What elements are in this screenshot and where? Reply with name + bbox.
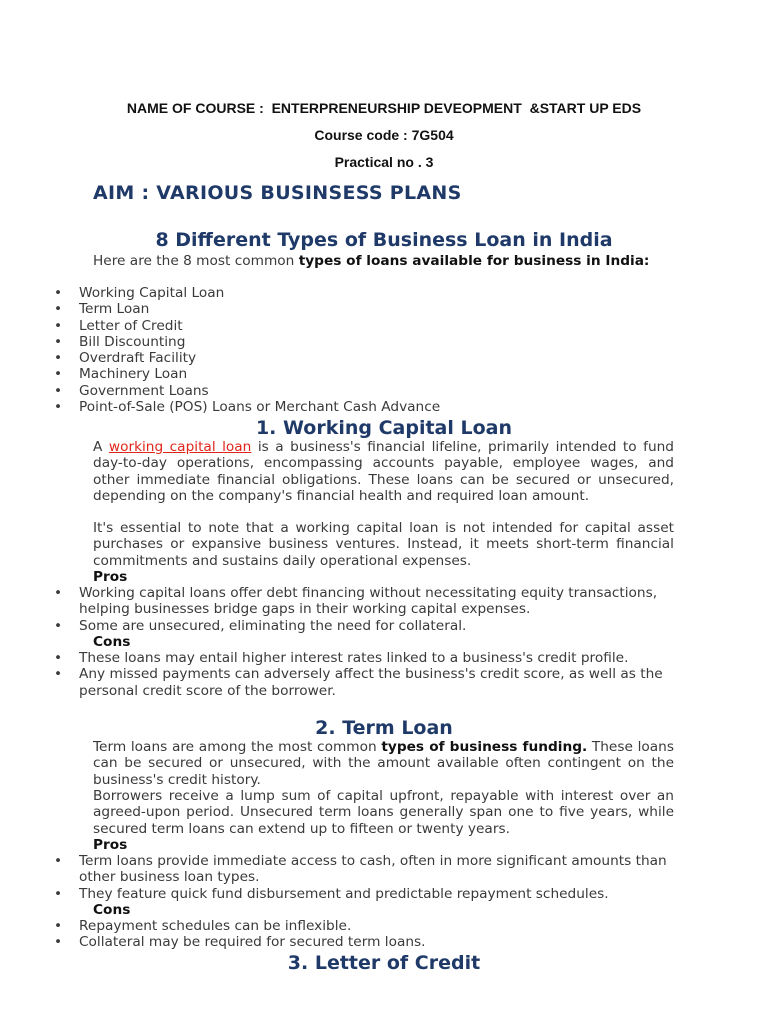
- section2-p1-rest: These loans can be secured or unsecured, with the amount available often contingent on the business's credit history.: [93, 739, 674, 788]
- list-item: • Working capital loans offer debt financing without necessitating equity transactions, helping businesses bridge gaps in their working capital expenses.: [0, 585, 700, 618]
- section3-heading: 3. Letter of Credit: [287, 952, 481, 974]
- list-item: • Any missed payments can adversely affect the business's credit score, as well as the personal credit score of the borrower.: [0, 666, 700, 699]
- section2-paragraph-1: [93, 739, 674, 788]
- intro-text: Here are the 8 most common: [93, 253, 299, 269]
- section1-pros-list: [0, 585, 700, 634]
- section2-paragraph-2: Borrowers receive a lump sum of capital upfront, repayable with interest over an agreed-upon period. Unsecured term loans generally span one to five years, while secured term loans can extend up to fifteen or twenty years.: [93, 788, 674, 837]
- list-item: • Term loans provide immediate access to cash, often in more significant amounts than other business loan types.: [0, 853, 700, 886]
- working-capital-loan-link[interactable]: working capital loan: [108, 439, 252, 455]
- list-item: • Point-of-Sale (POS) Loans or Merchant Cash Advance: [0, 399, 700, 415]
- section1-cons-list: [0, 650, 700, 699]
- loan-types-list: [0, 285, 700, 415]
- list-item: • Bill Discounting: [0, 334, 700, 350]
- list-item: • Overdraft Facility: [0, 350, 700, 366]
- list-item: • Collateral may be required for secured term loans.: [0, 934, 700, 950]
- intro-bold: types of loans available for business in India:: [298, 253, 650, 269]
- section2-cons-list: [0, 918, 700, 951]
- list-item: • Term Loan: [0, 301, 700, 317]
- list-item: • Repayment schedules can be inflexible.: [0, 918, 700, 934]
- section1-cons-label: Cons: [93, 634, 131, 650]
- list-item: • Working Capital Loan: [0, 285, 700, 301]
- section1-paragraph-1: [93, 439, 674, 504]
- list-item: • They feature quick fund disbursement and predictable repayment schedules.: [0, 886, 700, 902]
- section2-cons-label: Cons: [93, 902, 131, 918]
- list-item: • Machinery Loan: [0, 366, 700, 382]
- section1-heading: 1. Working Capital Loan: [255, 417, 513, 439]
- list-item: • Government Loans: [0, 383, 700, 399]
- section1-p1-rest: is a business's financial lifeline, primarily intended to fund day-to-day operations, encompassing accounts payable, employee wages, and other immediate financial obligations. These loans can be secured or unsecured, depending on the company's financial health and required loan amount.: [93, 439, 674, 504]
- section1-paragraph-2: It's essential to note that a working capital loan is not intended for capital asset purchases or expansive business ventures. Instead, it meets short-term financial commitments and sustains daily operational expenses.: [93, 520, 674, 569]
- section2-pros-label: Pros: [93, 837, 128, 853]
- aim-heading: AIM : VARIOUS BUSINSESS PLANS: [93, 182, 462, 204]
- course-code: Course code : 7G504: [314, 127, 454, 143]
- course-name: NAME OF COURSE : ENTERPRENEURSHIP DEVEOPMENT &START UP EDS: [126, 100, 642, 116]
- section2-p1-bold: types of business funding.: [381, 739, 588, 755]
- section2-pros-list: [0, 853, 700, 902]
- section1-pros-label: Pros: [93, 569, 128, 585]
- list-item: • Some are unsecured, eliminating the need for collateral.: [0, 618, 700, 634]
- list-item: • These loans may entail higher interest rates linked to a business's credit profile.: [0, 650, 700, 666]
- section2-p1-prefix: Term loans are among the most common: [93, 739, 382, 755]
- intro-paragraph: [93, 253, 674, 269]
- main-heading: 8 Different Types of Business Loan in India: [155, 229, 613, 251]
- section2-heading: 2. Term Loan: [315, 717, 453, 739]
- practical-number: Practical no . 3: [334, 154, 434, 170]
- section1-p1-prefix: A: [93, 439, 109, 455]
- list-item: • Letter of Credit: [0, 318, 700, 334]
